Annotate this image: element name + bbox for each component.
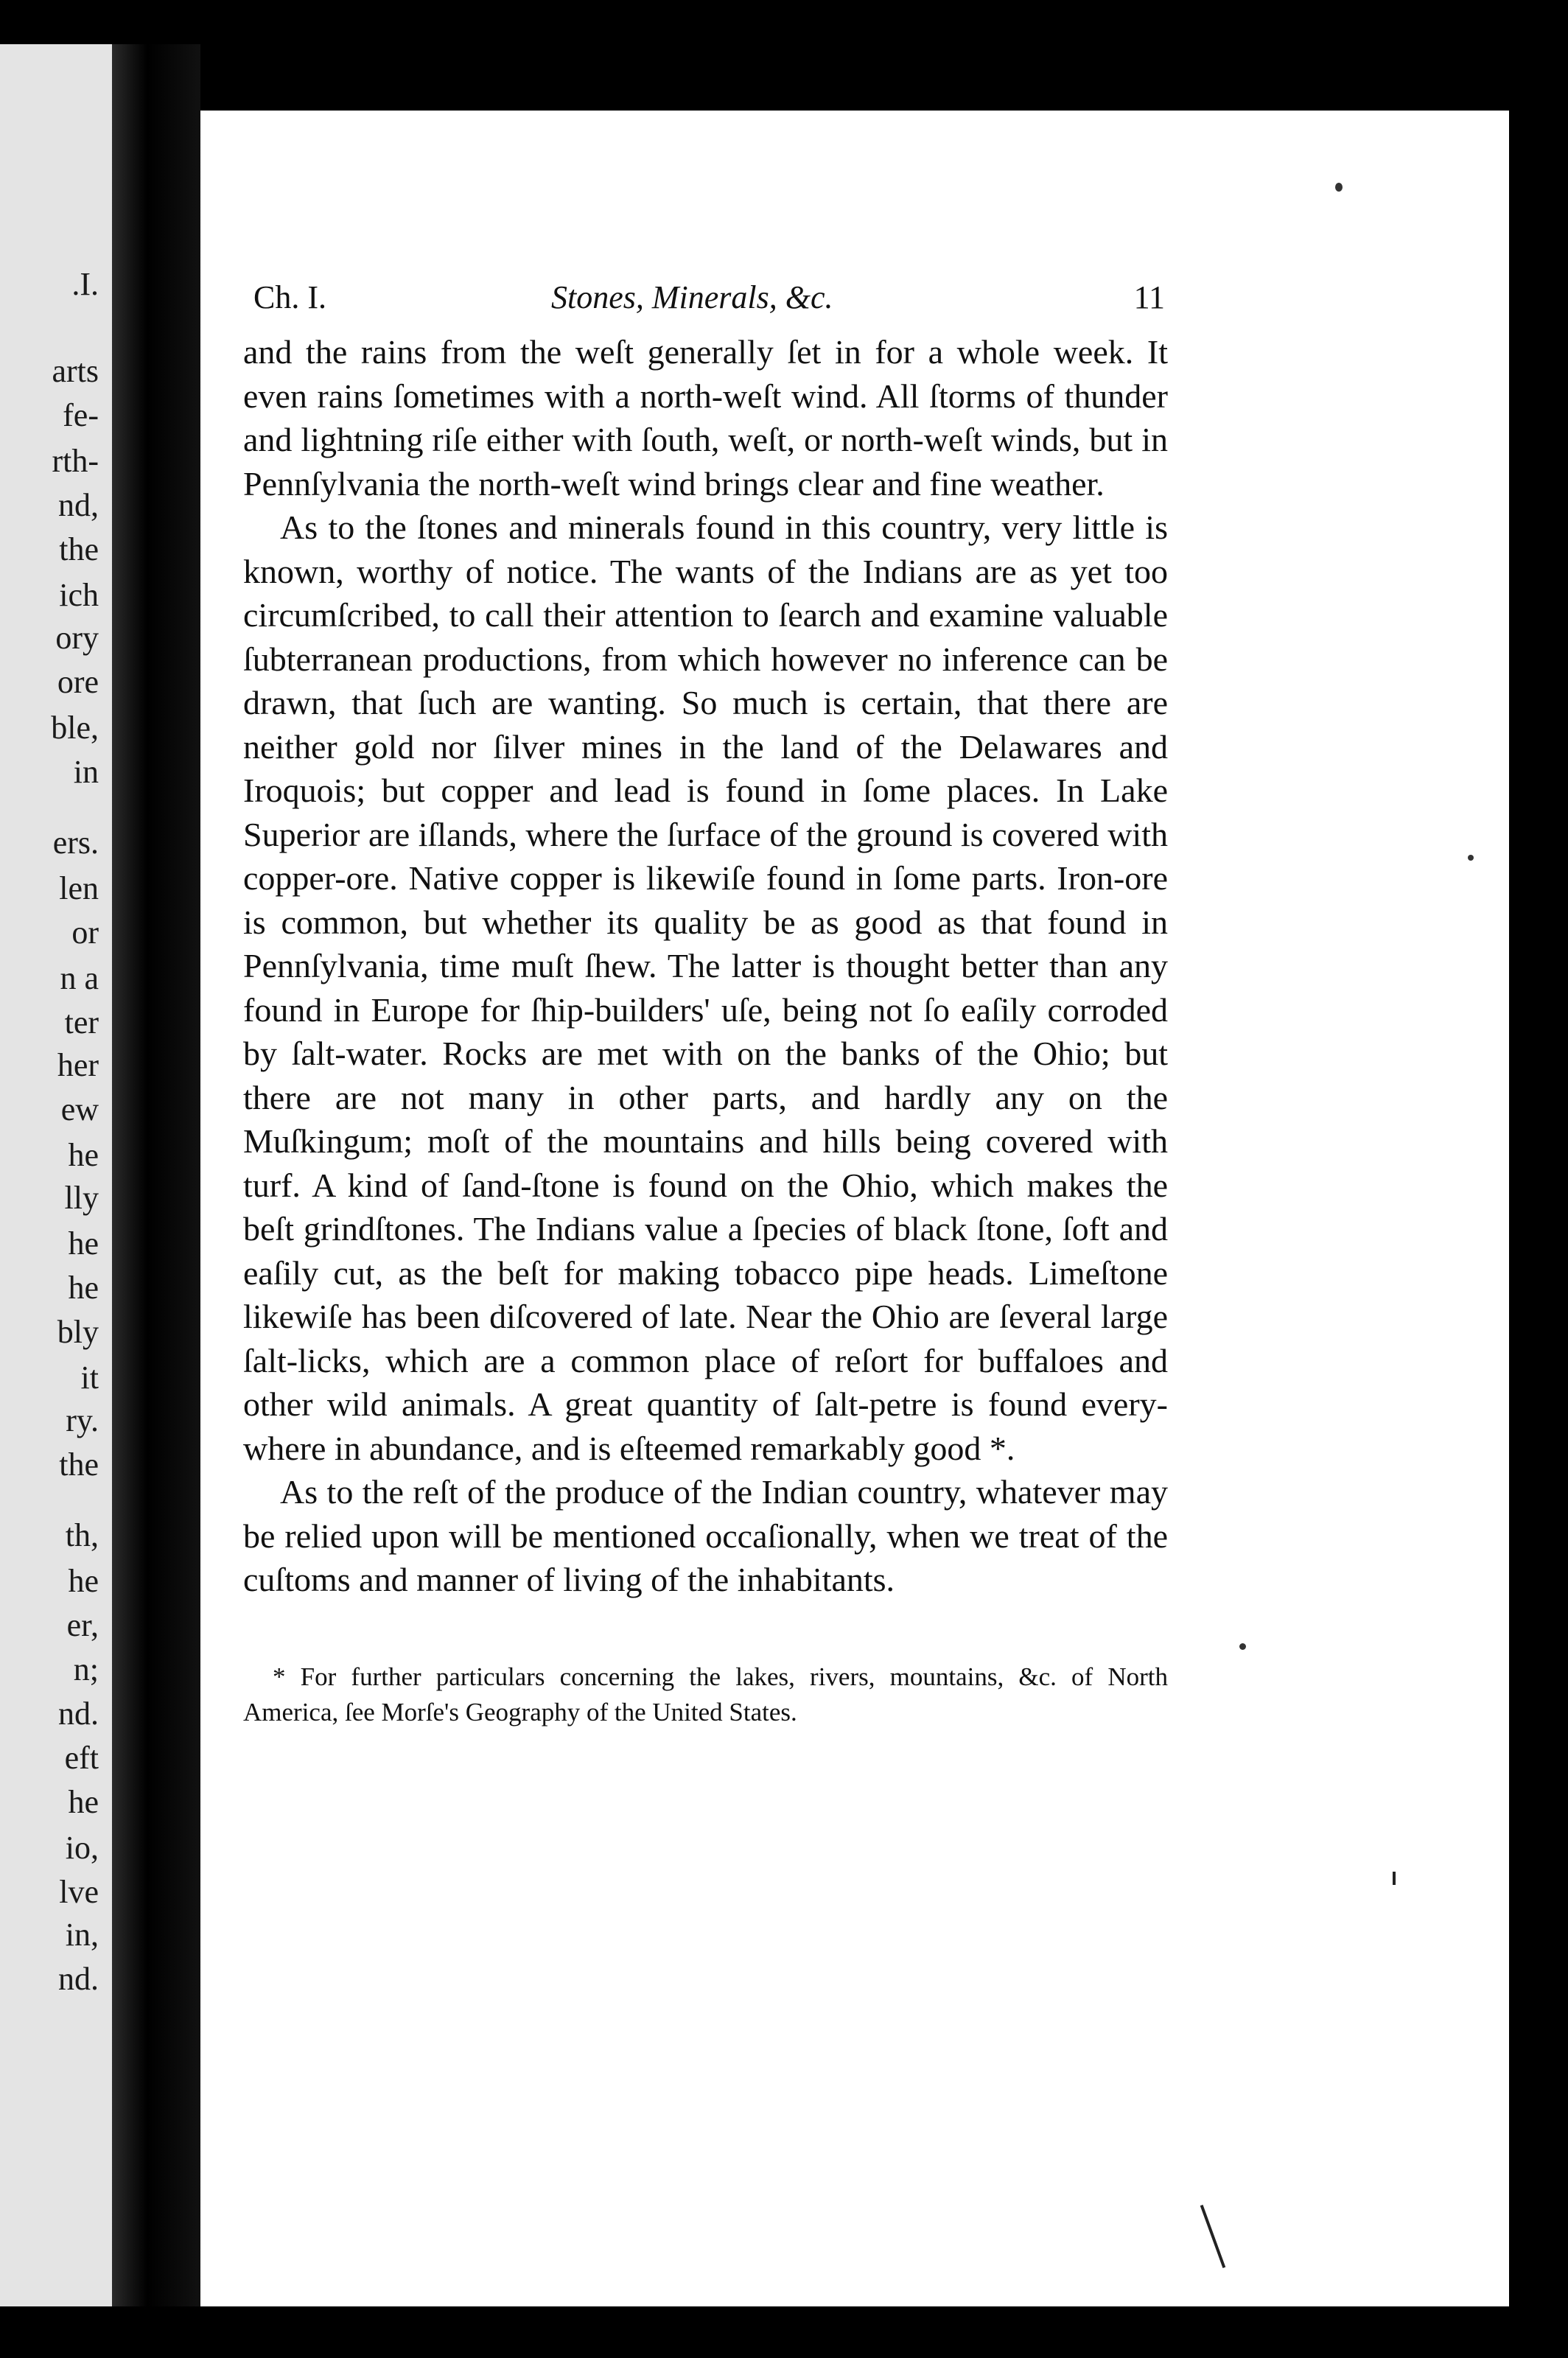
facing-page-fragment-line: ble, <box>51 710 99 746</box>
facing-page-fragment-line: th, <box>65 1517 99 1553</box>
facing-page-fragment-line: io, <box>65 1830 99 1866</box>
body-paragraph: As to the reſt of the produce of the Indian country, whatever may be relied upon will be mentioned occaſionally, when we treat of the cuſtoms and manner of living of the inhabitants. <box>243 1473 1168 1598</box>
film-scratch <box>1393 1872 1396 1885</box>
facing-page-fragment-line: it <box>80 1360 99 1396</box>
body-paragraph: and the rains from the weſt generally ſet in for a whole week. It even rains ſometimes with a north-weſt wind. All ſtorms of thunder and lightning riſe either with ſouth, weſt, or north-weſt winds, but in Pennſylvania the north-weſt wind brings clear and fine weather. <box>243 333 1168 503</box>
facing-page-fragment-line: er, <box>66 1607 99 1643</box>
facing-page-fragment-line: nd. <box>58 1696 99 1732</box>
facing-page-fragment-line: eft <box>64 1740 99 1776</box>
chapter-reference: Ch. I. <box>253 279 326 315</box>
facing-page-fragment-line: ich <box>59 577 99 613</box>
facing-page-fragment-line: .I. <box>71 266 99 302</box>
facing-page-fragment-line: ew <box>60 1091 99 1127</box>
facing-page-fragment-line: n; <box>73 1651 99 1687</box>
facing-page-fragment-line: fe- <box>63 397 99 433</box>
page-text-block <box>243 279 1168 1756</box>
facing-page-fragment-line: ers. <box>52 825 99 861</box>
facing-page-fragment-line: he <box>68 1784 99 1820</box>
facing-page-fragment-line: nd. <box>58 1961 99 1997</box>
facing-page-fragment-line: arts <box>52 353 99 389</box>
facing-page-fragment-line: bly <box>57 1314 99 1350</box>
facing-page-fragment-line: or <box>71 914 99 951</box>
paper-speck <box>1239 1643 1246 1650</box>
running-head <box>243 279 1168 330</box>
paper-speck <box>1335 183 1343 192</box>
facing-page-fragment-line: in, <box>65 1917 99 1953</box>
book-page <box>200 111 1509 2306</box>
facing-page-fragment-line: n a <box>60 960 99 996</box>
facing-page-fragment-line: ory <box>55 620 99 656</box>
facing-page-fragment-line: the <box>59 531 99 567</box>
facing-page-fragment-line: len <box>59 870 99 906</box>
facing-page-fragment-line: he <box>68 1563 99 1599</box>
facing-page-fragment-line: nd, <box>58 487 99 523</box>
facing-page-fragment-line: lve <box>59 1874 99 1910</box>
facing-page-fragment-line: in <box>73 754 99 790</box>
section-title: Stones, Minerals, &c. <box>551 279 833 315</box>
facing-page-fragment-line: he <box>68 1270 99 1306</box>
film-scratch <box>1200 2205 1226 2268</box>
facing-page-fragment-line: he <box>68 1225 99 1262</box>
facing-page-fragment-line: ry. <box>66 1402 99 1438</box>
body-paragraph: As to the ſtones and minerals found in this country, very little is known, worthy of notice. The wants of the Indians are as yet too circumſcribed, to call their attention to ſearch and examine valuable ſubterranean productions, from which however no inference can be drawn, that ſuch are wanting. So much is certain, that there are neither gold nor ſilver mines in the land of the Delawares and Iroquois; but copper and lead is found in ſome places. In Lake Superior are iſlands, where the ſurface of the ground is covered with copper-ore. Native copper is likewiſe found in ſome parts. Iron-ore is common, but whether its quality be as good as that found in Pennſylvania, time muſt ſhew. The latter is thought better than any found in Europe for ſhip-builders' uſe, being not ſo eaſily corroded by ſalt-water. Rocks are met with on the banks of the Ohio; but there are not many in other parts, and hardly any on the Muſkingum; moſt of the mountains and hills being covered with turf. A kind of ſand-ſtone is found on the Ohio, which makes the beſt grindſtones. The Indians value a ſpecies of black ſtone, ſoft and eaſily cut, as the beſt for making tobacco pipe heads. Limeſtone likewiſe has been diſcovered of late. Near the Ohio are ſeveral large ſalt-licks, which are a common place of reſort for buffaloes and other wild animals. A great quantity of ſalt-petre is found every-where in abundance, and is eſteemed remarkably good *. <box>243 508 1168 1467</box>
facing-page-fragment-line: rth- <box>52 443 99 479</box>
facing-page-fragment-line: her <box>57 1047 99 1083</box>
page-number: 11 <box>1133 279 1165 315</box>
facing-page-fragment-line: the <box>59 1446 99 1483</box>
facing-page-fragment-line: ter <box>64 1004 99 1040</box>
footnote: * For further particulars concerning the lakes, rivers, mountains, &c. of North America, ſee Morſe's Geography of the United States. <box>243 1662 1168 1726</box>
facing-page-fragment <box>0 44 112 2306</box>
facing-page-fragment-line: ore <box>57 664 99 700</box>
facing-page-fragment-line: lly <box>64 1180 99 1216</box>
paper-speck <box>1468 855 1474 861</box>
facing-page-fragment-line: he <box>68 1137 99 1173</box>
book-gutter-shadow <box>112 44 200 2306</box>
